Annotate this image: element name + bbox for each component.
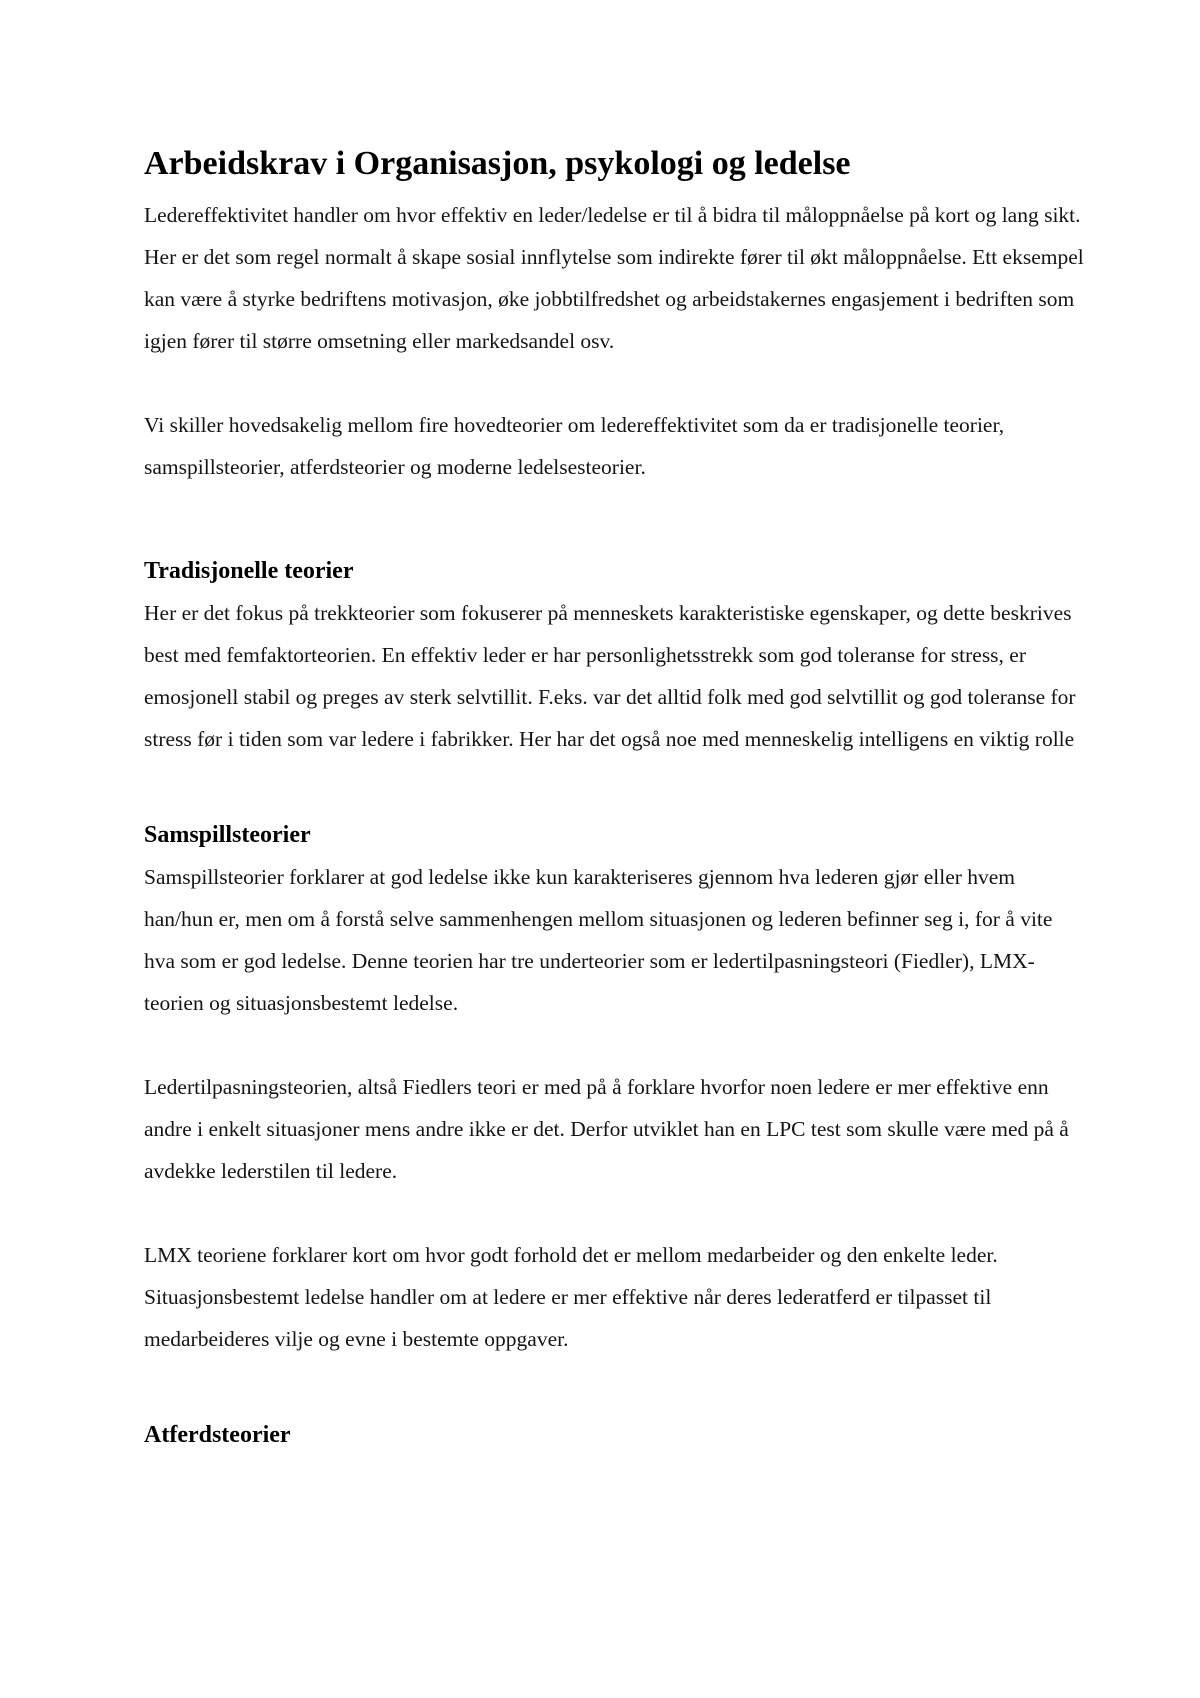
section-gap [144, 1402, 1084, 1414]
section-gap [144, 802, 1084, 814]
section-samspill-paragraph-4: Situasjonsbestemt ledelse handler om at ledere er mer effektive når deres lederatferd er tilpasset til medarbeideres vilje og evne i bestemte oppgaver. [144, 1285, 992, 1351]
section-heading-atferd: Atferdsteorier [144, 1422, 291, 1448]
section-gap [144, 1360, 1084, 1402]
section-samspill-paragraph-1: Samspillsteorier forklarer at god ledelse ikke kun karakteriseres gjennom hva lederen gjør eller hvem han/hun er, men om å forstå selve sammenhengen mellom situasjonen og lederen befinner seg i, for å vite hva som er god ledelse. Denne teorien har tre underteorier som er ledertilpasningsteori (Fiedler), LMX-teorien og situasjonsbestemt ledelse. [144, 865, 1053, 1015]
document-title: Arbeidskrav i Organisasjon, psykologi og ledelse [144, 145, 851, 182]
section-gap [144, 488, 1084, 530]
intro-paragraph-2: Vi skiller hovedsakelig mellom fire hovedteorier om ledereffektivitet som da er tradisjonelle teorier, samspillsteorier, atferdsteorier og moderne ledelsesteorier. [144, 413, 1005, 479]
paragraph-gap [144, 1024, 1084, 1066]
intro-paragraph-1: Ledereffektivitet handler om hvor effektiv en leder/ledelse er til å bidra til måloppnåelse på kort og lang sikt. Her er det som regel normalt å skape sosial innflytelse som indirekte fører til økt måloppnåelse. Ett eksempel kan være å styrke bedriftens motivasjon, øke jobbtilfredshet og arbeidstakernes engasjement i bedriften som igjen fører til større omsetning eller markedsandel osv. [144, 203, 1084, 353]
section-samspill-paragraph-3: LMX teoriene forklarer kort om hvor godt forhold det er mellom medarbeider og den enkelte leder. [144, 1243, 998, 1267]
section-gap [144, 530, 1084, 550]
paragraph-gap [144, 362, 1084, 404]
paragraph-gap [144, 1192, 1084, 1234]
section-samspill-paragraph-2: Ledertilpasningsteorien, altså Fiedlers teori er med på å forklare hvorfor noen ledere er mer effektive enn andre i enkelt situasjoner mens andre ikke er det. Derfor utviklet han en LPC test som skulle være med på å avdekke lederstilen til ledere. [144, 1075, 1069, 1183]
section-tradisjonelle-paragraph: Her er det fokus på trekkteorier som fokuserer på menneskets karakteristiske egenskaper, og dette beskrives best med femfaktorteorien. En effektiv leder er har personlighetsstrekk som god toleranse for stress, er emosjonell stabil og preges av sterk selvtillit. F.eks. var det alltid folk med god selvtillit og god toleranse for stress før i tiden som var ledere i fabrikker. Her har det også noe med menneskelig intelligens en viktig rolle [144, 601, 1076, 751]
section-gap [144, 760, 1084, 802]
section-heading-samspill: Samspillsteorier [144, 822, 311, 848]
section-heading-tradisjonelle: Tradisjonelle teorier [144, 558, 354, 584]
document-body [144, 140, 1084, 1456]
